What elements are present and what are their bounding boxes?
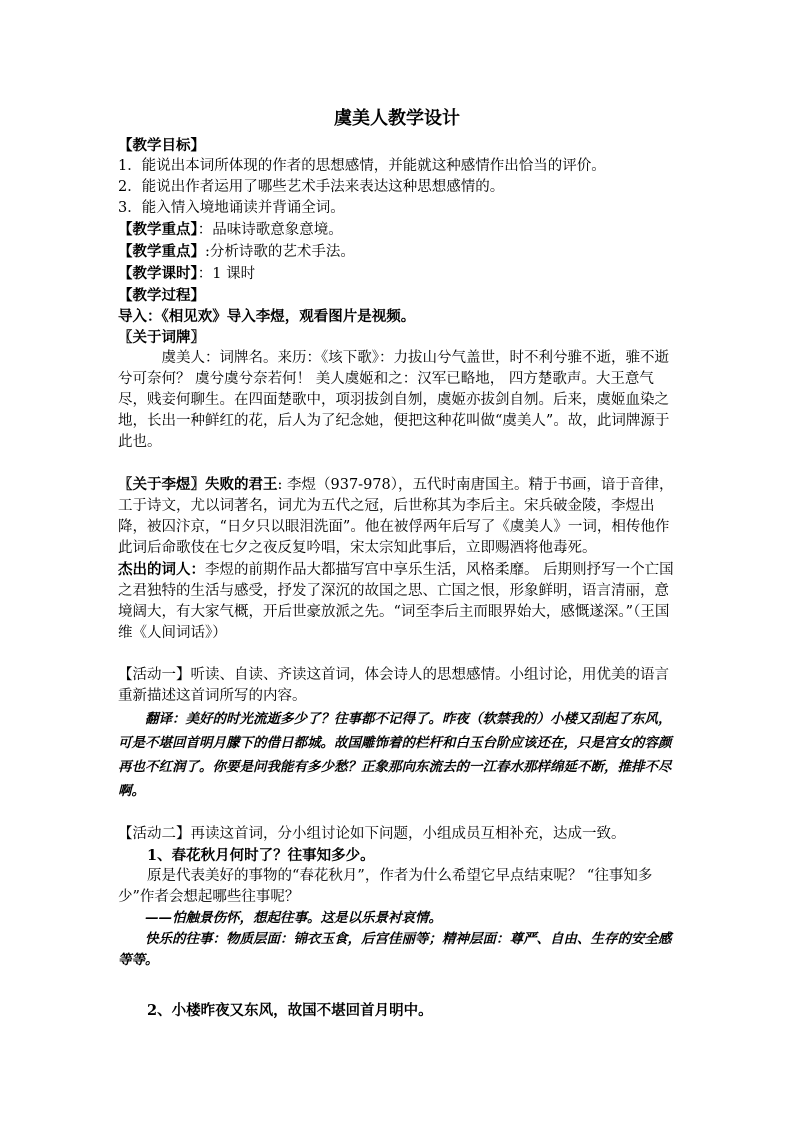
spacer	[118, 453, 682, 474]
spacer	[118, 971, 682, 992]
liyu-heading: 〖关于李煜〗失败的君王	[118, 476, 278, 493]
question-1-text: 原是代表美好的事物的“春花秋月”，作者为什么希望它早点结束呢？ “往事知多少”作者会想起哪些往事呢？	[118, 868, 653, 905]
activity2-section	[118, 824, 682, 845]
spacer	[118, 803, 682, 824]
question-1-detail: 快乐的往事：物质层面：锦衣玉食，后宫佳丽等；精神层面：尊严、自由、生存的安全感等等。	[118, 931, 672, 968]
key-point	[118, 219, 682, 241]
document-title: 虞美人教学设计	[334, 108, 460, 129]
hours-text: ：1 课时	[197, 266, 256, 282]
difficulty-text: :分析诗歌的艺术手法。	[205, 244, 355, 260]
objective-item: 1．能说出本词所体现的作者的思想感情，并能就这种感情作出恰当的评价。	[118, 158, 606, 174]
objectives-heading: 【教学目标】	[118, 137, 205, 154]
cipai-heading: 〖关于词牌〗	[118, 329, 205, 346]
spacer	[118, 992, 682, 1000]
cipai-text: 虞美人：词牌名。来历：《垓下歌》：力拔山兮气盖世，时不利兮骓不逝，骓不逝兮可奈何？ 虞兮虞兮奈若何！ 美人虞姬和之：汉军已略地， 四方楚歌声。大王意气尽，贱妾何聊生。在四面楚歌中，项羽拔剑自刎，虞姬亦拔剑自刎。后来，虞姬血染之地，长出一种鲜红的花，后人为了纪念她，便把这种花叫做“虞美人”。故，此词牌源于此也。	[118, 350, 670, 450]
poet-label: 杰出的词人：	[118, 561, 205, 578]
objective-item: 3．能入情入境地诵读并背诵全词。	[118, 200, 345, 216]
activity2-text: 再读这首词，分小组讨论如下问题，小组成员互相补充，达成一致。	[190, 826, 626, 842]
class-hours	[118, 263, 682, 285]
liyu-section	[118, 474, 682, 559]
process-heading: 【教学过程】	[118, 287, 205, 304]
document-body	[118, 135, 682, 1021]
activity1-section	[118, 665, 682, 707]
objective-item: 2．能说出作者运用了哪些艺术手法来表达这种思想感情的。	[118, 179, 505, 195]
poet-section	[118, 559, 682, 644]
poet-text: 李煜的前期作品大都描写宫中享乐生活，风格柔靡。 后期则抒写一个亡国之君独特的生活与感受，抒发了深沉的故国之思、亡国之恨，形象鲜明，语言清丽，意境阔大，有大家气概，开后世豪放派之先。“词至李后主而眼界始大，感慨遂深。”（王国维《人间词话》）	[118, 562, 674, 641]
activity2-label: 【活动二】	[118, 826, 191, 842]
question-1-answer: ——怕触景伤怀，想起往事。这是以乐景衬哀情。	[145, 910, 442, 926]
liyu-text: : 李煜（937-978），五代时南唐国主。精于书画，谙于音律，工于诗文，尤以词著名，词尤为五代之冠，后世称其为李后主。宋兵破金陵，李煜出降，被囚汴京，“日夕只以眼泪洗面”。他在被俘两年后写了《虞美人》一词，相传他作此词后命歌伎在七夕之夜反复吟唱，宋太宗知此事后，立即赐酒将他毒死。	[118, 477, 674, 556]
spacer	[118, 644, 682, 665]
intro-line: 导入：《相见欢》导入李煜，观看图片是视频。	[118, 308, 416, 325]
question-2: 2、小楼昨夜又东风，故国不堪回首月明中。	[147, 1002, 433, 1019]
key-point-text: ：品味诗歌意象意境。	[197, 222, 343, 238]
activity1-label: 【活动一】	[118, 667, 191, 683]
activity1-translation: 翻译：美好的时光流逝多少了？往事都不记得了。昨夜（软禁我的）小楼又刮起了东风，可是不堪回首明月朦下的借日都城。故国雕饰着的栏杆和白玉台阶应该还在，只是宫女的容颜再也不红润了。你要是问我能有多少愁？正象那向东流去的一江春水那样绵延不断，推排不尽啊。	[118, 711, 672, 799]
key-point-label: 【教学重点】	[118, 221, 198, 238]
question-1: 1、春花秋月何时了？往事知多少。	[147, 847, 375, 864]
hours-label: 【教学课时】	[118, 265, 198, 282]
difficulty	[118, 241, 682, 263]
activity1-text: 听读、自读、齐读这首词，体会诗人的思想感情。小组讨论，用优美的语言重新描述这首词所写的内容。	[118, 667, 669, 704]
difficulty-label: 【教学重点】	[118, 243, 205, 260]
